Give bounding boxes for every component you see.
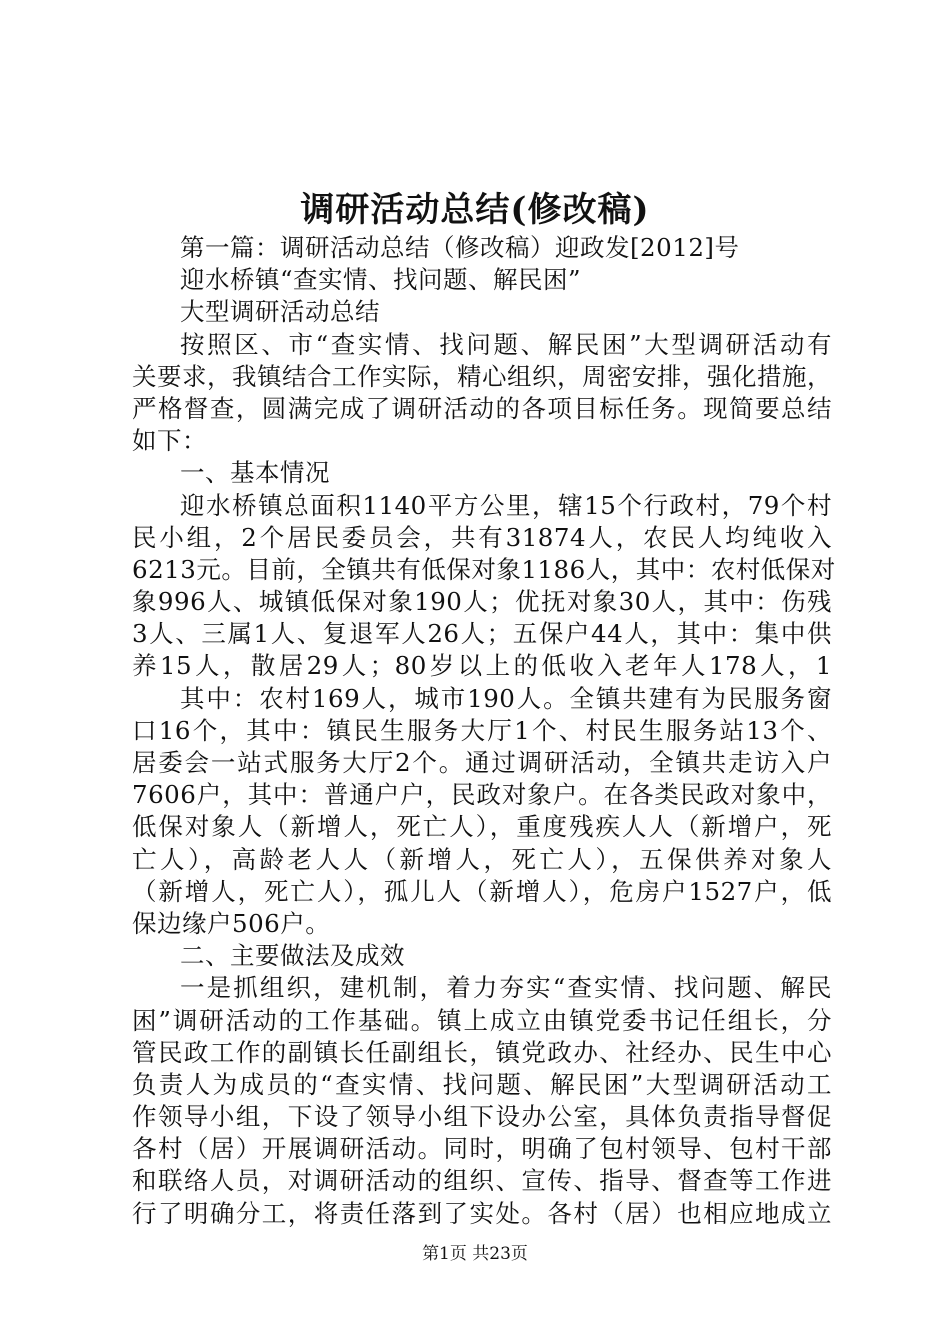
section-heading: 一、基本情况 (180, 458, 330, 488)
text-line: 3人、三属1人、复退军人26人；五保户44人，其中：集中供 (132, 619, 832, 649)
text-line: 按照区、市“查实情、找问题、解民困”大型调研活动有 (180, 329, 832, 359)
page-number-footer: 第1页 共23页 (422, 1244, 528, 1264)
text-line: （新增人，死亡人），孤儿人（新增人），危房户1527户，低 (132, 876, 832, 906)
text-line: 负责人为成员的“查实情、找问题、解民困”大型调研活动工 (132, 1069, 832, 1099)
text-line: 民小组，2个居民委员会，共有31874人，农民人均纯收入 (132, 522, 832, 552)
text-line: 7606户，其中：普通户户，民政对象户。在各类民政对象中， (132, 780, 832, 810)
text-line: 一是抓组织，建机制，着力夯实“查实情、找问题、解民 (180, 973, 832, 1003)
text-line: 6213元。目前，全镇共有低保对象1186人，其中：农村低保对 (132, 554, 836, 584)
text-line: 作领导小组，下设了领导小组下设办公室，具体负责指导督促 (132, 1102, 832, 1132)
text-line: 各村（居）开展调研活动。同时，明确了包村领导、包村干部 (132, 1134, 832, 1164)
text-line: 低保对象人（新增人，死亡人），重度残疾人人（新增户，死 (132, 812, 832, 842)
text-line: 保边缘户506户。 (132, 908, 331, 938)
document-body (132, 232, 836, 1230)
text-line: 和联络人员，对调研活动的组织、宣传、指导、督查等工作进 (132, 1166, 832, 1196)
text-line: 关要求，我镇结合工作实际，精心组织，周密安排，强化措施， (132, 361, 832, 391)
text-line: 管民政工作的副镇长任副组长，镇党政办、社经办、民生中心 (132, 1037, 832, 1067)
section-heading: 二、主要做法及成效 (180, 941, 405, 971)
text-line: 行了明确分工，将责任落到了实处。各村（居）也相应地成立 (132, 1198, 832, 1228)
text-line: 其中：农村169人，城市190人。全镇共建有为民服务窗 (180, 683, 832, 713)
text-line: 迎水桥镇总面积1140平方公里，辖15个行政村，79个村 (180, 490, 832, 520)
text-line: 严格督查，圆满完成了调研活动的各项目标任务。现简要总结 (132, 393, 832, 423)
text-line: 居委会一站式服务大厅2个。通过调研活动，全镇共走访入户 (132, 748, 832, 777)
text-line: 口16个，其中：镇民生服务大厅1个、村民生服务站13个、 (132, 715, 832, 745)
text-line: 如下： (132, 426, 207, 456)
text-line: 象996人、城镇低保对象190人；优抚对象30人，其中：伤残 (132, 587, 832, 617)
text-line: 迎水桥镇“查实情、找问题、解民困” (180, 265, 582, 295)
text-line: 亡人），高龄老人人（新增人，死亡人），五保供养对象人 (132, 844, 832, 874)
text-line: 第一篇：调研活动总结（修改稿）迎政发[2012]号 (180, 233, 740, 262)
document-title: 调研活动总结(修改稿) (300, 190, 650, 230)
text-line: 困”调研活动的工作基础。镇上成立由镇党委书记任组长，分 (132, 1005, 832, 1035)
text-line: 大型调研活动总结 (180, 297, 380, 327)
text-line: 养15人，散居29人；80岁以上的低收入老年人178人，1 (132, 651, 832, 681)
